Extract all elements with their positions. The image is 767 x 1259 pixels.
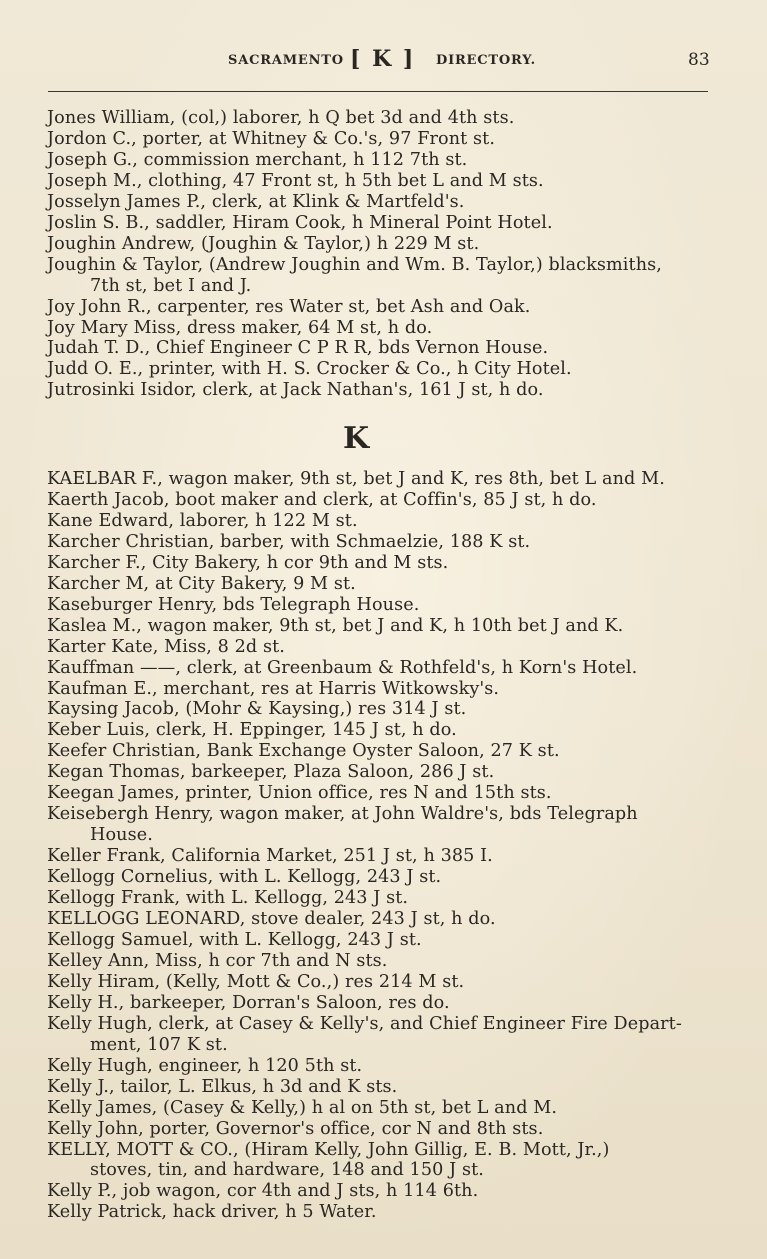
entry-continuation: ment, 107 K st. (90, 1034, 228, 1055)
entry-continuation: House. (90, 825, 153, 846)
directory-entry: KELLY, MOTT & CO., (Hiram Kelly, John Gillig, E. B. Mott, Jr.,) (47, 1139, 610, 1160)
header-rule (48, 91, 708, 92)
directory-entry: Karcher M, at City Bakery, 9 M st. (47, 573, 356, 594)
directory-entry: Jordon C., porter, at Whitney & Co.'s, 97 Front st. (47, 128, 496, 149)
directory-entry: Kellogg Frank, with L. Kellogg, 243 J st. (47, 888, 409, 909)
directory-entry: Kelly P., job wagon, cor 4th and J sts, h 114 6th. (47, 1181, 479, 1202)
directory-entry: Kelly John, porter, Governor's office, cor N and 8th sts. (47, 1118, 544, 1139)
directory-entry: Joy Mary Miss, dress maker, 64 M st, h do. (47, 317, 433, 338)
directory-entry: Kaysing Jacob, (Mohr & Kaysing,) res 314 J st. (47, 699, 467, 720)
directory-entry: Joughin Andrew, (Joughin & Taylor,) h 229 M st. (47, 233, 480, 254)
directory-entry: Kane Edward, laborer, h 122 M st. (47, 510, 358, 531)
directory-entry: Kelly Patrick, hack driver, h 5 Water. (47, 1202, 377, 1223)
header-title: DIRECTORY. (436, 53, 536, 68)
directory-entry: Kaufman E., merchant, res at Harris Witkowsky's. (47, 678, 500, 699)
directory-entry: Judah T. D., Chief Engineer C P R R, bds Vernon House. (47, 338, 549, 359)
page-number: 83 (688, 50, 710, 70)
directory-entry: Joslin S. B., saddler, Hiram Cook, h Mineral Point Hotel. (47, 212, 553, 233)
directory-entry: Keber Luis, clerk, H. Eppinger, 145 J st, h do. (47, 720, 457, 741)
j-entries (0, 108, 767, 401)
header-letter: [ K ] (350, 46, 416, 72)
directory-entry: Kelley Ann, Miss, h cor 7th and N sts. (47, 950, 388, 971)
directory-entry: Joseph M., clothing, 47 Front st, h 5th bet L and M sts. (47, 170, 544, 191)
directory-entry: Jutrosinki Isidor, clerk, at Jack Nathan's, 161 J st, h do. (47, 380, 544, 401)
directory-entry: Kelly James, (Casey & Kelly,) h al on 5th st, bet L and M. (47, 1097, 558, 1118)
directory-entry: Kelly Hiram, (Kelly, Mott & Co.,) res 214 M st. (47, 971, 465, 992)
directory-entry: Keller Frank, California Market, 251 J st, h 385 I. (47, 846, 493, 867)
section-heading: K (343, 421, 370, 456)
directory-entry: Kelly H., barkeeper, Dorran's Saloon, res do. (47, 992, 450, 1013)
directory-entry: Jones William, (col,) laborer, h Q bet 3d and 4th sts. (47, 108, 515, 128)
directory-entry: Judd O. E., printer, with H. S. Crocker & Co., h City Hotel. (47, 359, 572, 380)
directory-entry: Josselyn James P., clerk, at Klink & Martfeld's. (47, 191, 465, 212)
entry-continuation: stoves, tin, and hardware, 148 and 150 J st. (90, 1160, 484, 1181)
directory-entry: Karcher Christian, barber, with Schmaelzie, 188 K st. (47, 531, 531, 552)
directory-entry: Kelly Hugh, clerk, at Casey & Kelly's, and Chief Engineer Fire Depart- (47, 1013, 682, 1034)
k-entries (0, 469, 767, 1223)
directory-entry: KAELBAR F., wagon maker, 9th st, bet J and K, res 8th, bet L and M. (47, 469, 665, 489)
directory-entry: Kellogg Samuel, with L. Kellogg, 243 J st. (47, 929, 422, 950)
directory-entry: Karcher F., City Bakery, h cor 9th and M sts. (47, 552, 449, 573)
directory-entry: Kaseburger Henry, bds Telegraph House. (47, 594, 420, 615)
directory-entry: Kelly Hugh, engineer, h 120 5th st. (47, 1055, 363, 1076)
directory-entry: Karter Kate, Miss, 8 2d st. (47, 636, 285, 657)
directory-entry: Keegan James, printer, Union office, res N and 15th sts. (47, 783, 552, 804)
directory-entry: Kauffman ——, clerk, at Greenbaum & Rothfeld's, h Korn's Hotel. (47, 657, 638, 678)
directory-entry: KELLOGG LEONARD, stove dealer, 243 J st, h do. (47, 909, 496, 930)
directory-entry: Joughin & Taylor, (Andrew Joughin and Wm. B. Taylor,) blacksmiths, (47, 254, 662, 275)
running-header (0, 46, 767, 76)
directory-entry: Kelly J., tailor, L. Elkus, h 3d and K sts. (47, 1076, 398, 1097)
entry-continuation: 7th st, bet I and J. (90, 275, 252, 296)
directory-entry: Kaerth Jacob, boot maker and clerk, at Coffin's, 85 J st, h do. (47, 489, 597, 510)
directory-entry: Kegan Thomas, barkeeper, Plaza Saloon, 286 J st. (47, 762, 495, 783)
directory-entry: Joseph G., commission merchant, h 112 7th st. (47, 149, 468, 170)
directory-entry: Kellogg Cornelius, with L. Kellogg, 243 J st. (47, 867, 442, 888)
directory-entry: Keefer Christian, Bank Exchange Oyster Saloon, 27 K st. (47, 741, 560, 762)
directory-entry: Joy John R., carpenter, res Water st, bet Ash and Oak. (47, 296, 531, 317)
directory-entry: Keisebergh Henry, wagon maker, at John Waldre's, bds Telegraph (47, 804, 638, 825)
directory-entry: Kaslea M., wagon maker, 9th st, bet J and K, h 10th bet J and K. (47, 615, 624, 636)
header-city: SACRAMENTO (228, 53, 344, 68)
